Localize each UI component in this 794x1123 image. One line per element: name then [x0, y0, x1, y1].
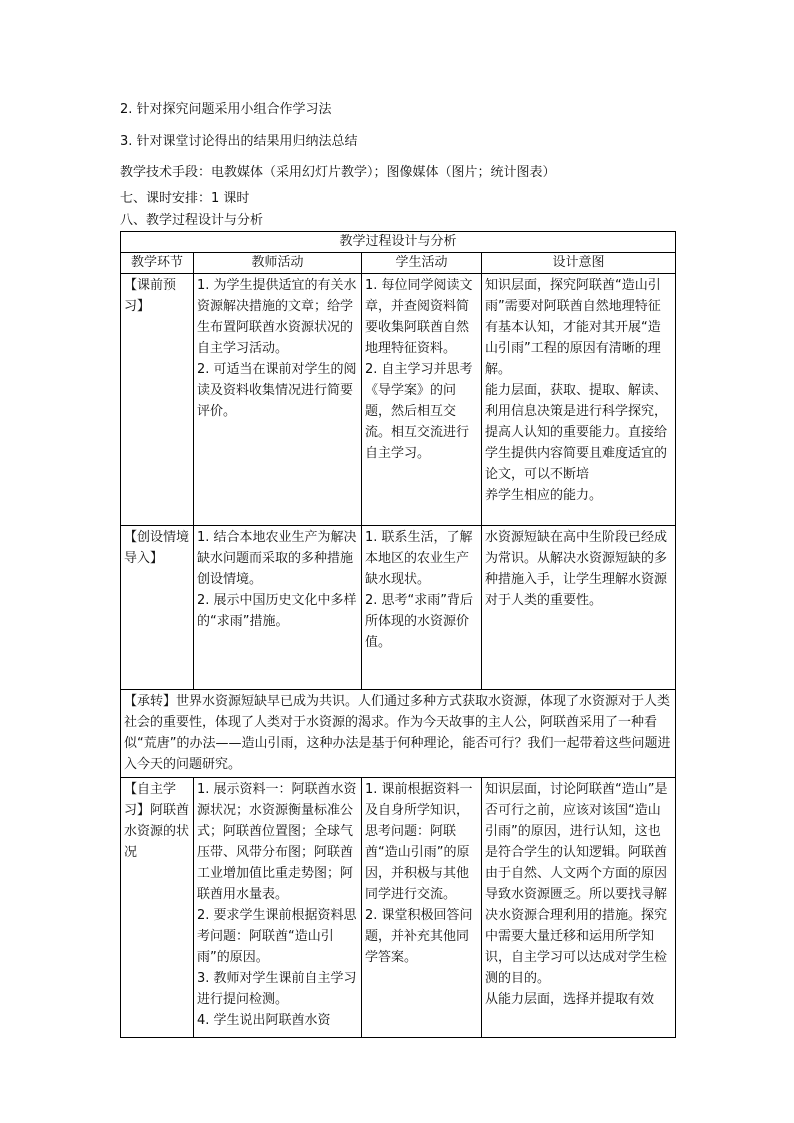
- table-title-row: [121, 232, 676, 253]
- design-intent-item: 知识层面，讨论阿联酋“造山”是否可行之前，应该对该国“造山引雨”的原因，进行认知，这也是符合学生的认知逻辑。阿联酋由于自然、人文两个方面的原因导致水资源匮乏。所以要找寻解决水资源合理利用的措施。探究中需要大量迁移和运用所学知识，自主学习可以达成对学生检测的目的。: [485, 782, 668, 986]
- design-intent-item: 水资源短缺在高中生阶段已经成为常识。从解决水资源短缺的多种措施入手，让学生理解水资源对于人类的重要性。: [485, 530, 668, 608]
- student-activity-cell: [362, 274, 482, 526]
- table-title: 教学过程设计与分析: [121, 232, 676, 253]
- column-header-teacher: 教师活动: [194, 253, 362, 274]
- transition-cell: [121, 690, 676, 778]
- stage-cell: [121, 526, 194, 690]
- column-header-stage: 教学环节: [121, 253, 194, 274]
- teacher-activity-item: 1. 结合本地农业生产为解决缺水问题而采取的多种措施创设情境。: [197, 530, 357, 587]
- design-intent-cell: [482, 526, 676, 690]
- table-row: [121, 526, 676, 690]
- student-activity-item: 1. 联系生活，了解本地区的农业生产缺水现状。: [365, 530, 473, 587]
- transition-text: 【承转】世界水资源短缺早已成为共识。人们通过多种方式获取水资源，体现了水资源对于人类社会的重要性，体现了人类对于水资源的渴求。作为今天故事的主人公，阿联酋采用了一种看似“荒唐”的办法——造山引雨，这种办法是基于何种理论，能否可行？我们一起带着这些问题进入今天的问题研究。: [124, 694, 671, 772]
- design-intent-cell: [482, 778, 676, 1038]
- table-row: [121, 778, 676, 1038]
- intro-line-tech-means: 教学技术手段：电教媒体（采用幻灯片教学）；图像媒体（图片；统计图表）: [120, 165, 556, 180]
- teacher-activity-item: 2. 要求学生课前根据资料思考问题：阿联酋“造山引雨”的原因。: [197, 908, 357, 965]
- teaching-process-table: [120, 231, 676, 1038]
- student-activity-item: 1. 每位同学阅读文章，并查阅资料简要收集阿联酋自然地理特征资料。: [365, 278, 473, 356]
- transition-row: [121, 690, 676, 778]
- student-activity-item: 1. 课前根据资料一及自身所学知识，思考问题：阿联酋“造山引雨”的原因，并积极与其他同学进行交流。: [365, 782, 473, 902]
- stage-label: 【课前预习】: [124, 278, 177, 314]
- design-intent-cell: [482, 274, 676, 526]
- column-header-student: 学生活动: [362, 253, 482, 274]
- student-activity-item: 2. 课堂积极回答问题，并补充其他同学答案。: [365, 908, 473, 965]
- design-intent-item: 养学生相应的能力。: [485, 488, 603, 503]
- student-activity-item: 2. 思考“求雨”背后所体现的水资源价值。: [365, 593, 474, 650]
- teacher-activity-item: 3. 教师对学生课前自主学习进行提问检测。: [197, 971, 357, 1007]
- teacher-activity-item: 1. 展示资料一：阿联酋水资源状况；水资源衡量标准公式；阿联酋位置图；全球气压带、风带分布图；阿联酋工业增加值比重走势图；阿联酋用水量表。: [197, 782, 357, 902]
- table-row: [121, 274, 676, 526]
- stage-cell: [121, 274, 194, 526]
- design-intent-item: 知识层面，探究阿联酋“造山引雨”需要对阿联酋自然地理特征有基本认知，才能对其开展“造山引雨”工程的原因有清晰的理解。: [485, 278, 661, 377]
- teacher-activity-cell: [194, 526, 362, 690]
- column-header-intent: 设计意图: [482, 253, 676, 274]
- stage-label: 【自主学习】阿联酋水资源的状况: [124, 782, 190, 860]
- intro-line-method-2: 2. 针对探究问题采用小组合作学习法: [120, 102, 332, 117]
- student-activity-item: 2. 自主学习并思考《导学案》的问题，然后相互交流。相互交流进行自主学习。: [365, 362, 473, 461]
- section-heading-schedule: 七、课时安排：1 课时: [120, 191, 250, 206]
- design-intent-item: 从能力层面，选择并提取有效: [485, 992, 655, 1007]
- teacher-activity-item: 4. 学生说出阿联酋水资: [197, 1013, 331, 1028]
- stage-label: 【创设情境导入】: [124, 530, 190, 566]
- stage-cell: [121, 778, 194, 1038]
- teacher-activity-item: 2. 展示中国历史文化中多样的“求雨”措施。: [197, 593, 357, 629]
- teacher-activity-cell: [194, 778, 362, 1038]
- table-header-row: [121, 253, 676, 274]
- section-heading-process: 八、教学过程设计与分析: [120, 213, 264, 228]
- student-activity-cell: [362, 778, 482, 1038]
- teacher-activity-cell: [194, 274, 362, 526]
- student-activity-cell: [362, 526, 482, 690]
- teacher-activity-item: 2. 可适当在课前对学生的阅读及资料收集情况进行简要评价。: [197, 362, 357, 419]
- design-intent-item: 能力层面，获取、提取、解读、利用信息决策是进行科学探究，提高人认知的重要能力。直接给学生提供内容简要且难度适宜的论文，可以不断培: [485, 383, 668, 482]
- teacher-activity-item: 1. 为学生提供适宜的有关水资源解决措施的文章；给学生布置阿联酋水资源状况的自主学习活动。: [197, 278, 357, 356]
- intro-line-method-3: 3. 针对课堂讨论得出的结果用归纳法总结: [120, 134, 358, 149]
